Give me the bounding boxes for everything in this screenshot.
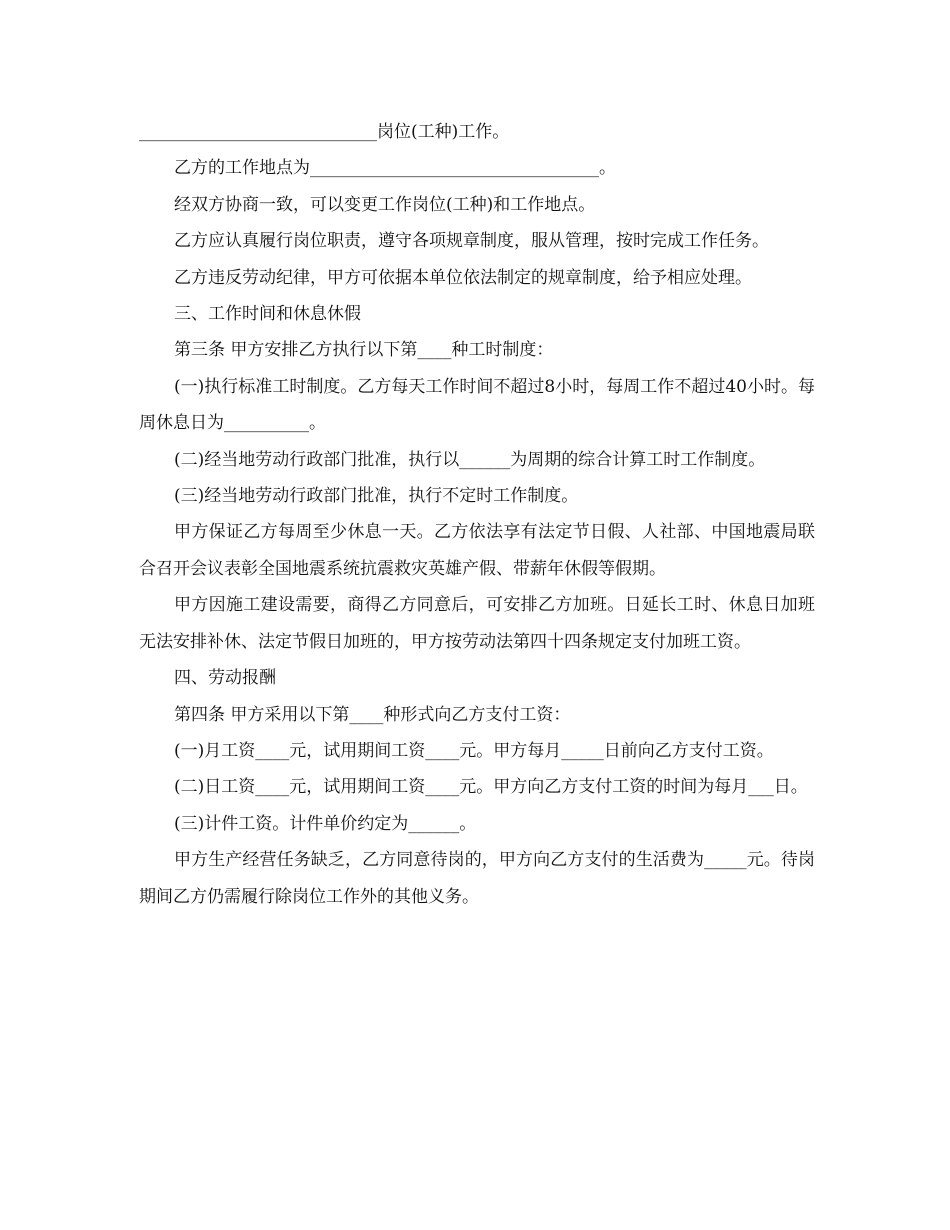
document-body [139,114,815,915]
paragraph-15: (二)日工资____元，试用期间工资____元。甲方向乙方支付工资的时间为每月___日。 [174,777,808,798]
paragraph-3: 乙方应认真履行岗位职责，遵守各项规章制度，服从管理，按时完成工作任务。 [174,231,769,252]
article-3: 第三条 甲方安排乙方执行以下第____种工时制度： [174,340,554,361]
paragraph-11: 甲方因施工建设需要，商得乙方同意后，可安排乙方加班。日延长工时、休息日加班无法安排补休、法定节假日加班的，甲方按劳动法第四十四条规定支付加班工资。 [139,595,815,652]
paragraph-0: ____________________________岗位(工种)工作。 [139,122,510,142]
section-heading-4: 四、劳动报酬 [174,668,276,689]
paragraph-4: 乙方违反劳动纪律，甲方可依据本单位依法制定的规章制度，给予相应处理。 [174,267,752,288]
paragraph-16: (三)计件工资。计件单价约定为______。 [174,813,477,834]
paragraph-7: (一)执行标准工时制度。乙方每天工作时间不超过8小时，每周工作不超过40小时。每周休息日为__________。 [139,376,815,434]
paragraph-17: 甲方生产经营任务缺乏，乙方同意待岗的，甲方向乙方支付的生活费为_____元。待岗期间乙方仍需履行除岗位工作外的其他义务。 [139,850,815,907]
paragraph-14: (一)月工资____元，试用期间工资____元。甲方每月_____日前向乙方支付工资。 [174,740,774,761]
section-heading-3: 三、工作时间和休息休假 [174,304,361,325]
article-4: 第四条 甲方采用以下第____种形式向乙方支付工资： [174,704,571,725]
paragraph-10: 甲方保证乙方每周至少休息一天。乙方依法享有法定节日假、人社部、中国地震局联合召开会议表彰全国地震系统抗震救灾英雄产假、带薪年休假等假期。 [139,522,815,579]
paragraph-2: 经双方协商一致，可以变更工作岗位(工种)和工作地点。 [174,194,596,215]
paragraph-8: (二)经当地劳动行政部门批准，执行以______为周期的综合计算工时工作制度。 [174,449,766,470]
paragraph-1: 乙方的工作地点为__________________________________。 [174,158,616,179]
paragraph-9: (三)经当地劳动行政部门批准，执行不定时工作制度。 [174,486,579,507]
